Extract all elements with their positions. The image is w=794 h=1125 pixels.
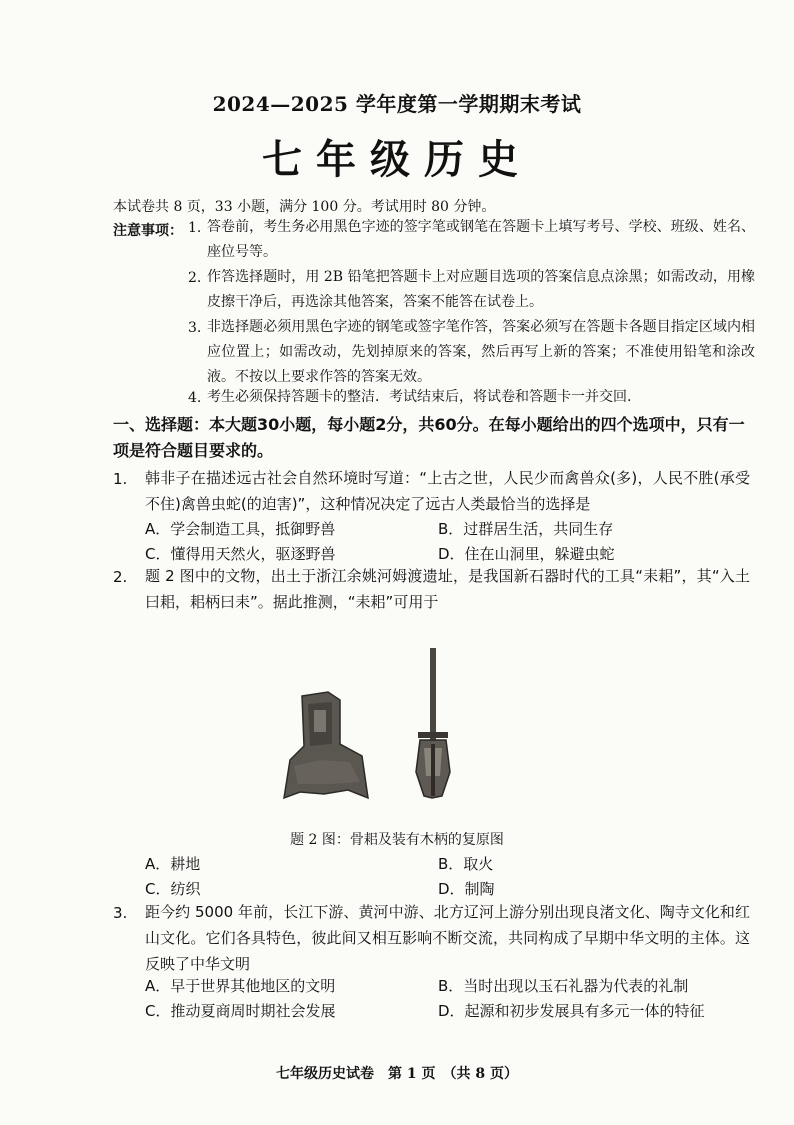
option-a: A．耕地: [145, 855, 201, 873]
note-item: 考生必须保持答题卡的整洁．考试结束后，将试卷和答题卡一并交回.: [207, 389, 632, 405]
option-b: B．过群居生活，共同生存: [438, 520, 614, 538]
exam-title: 七年级历史: [262, 136, 532, 183]
exam-intro: 本试卷共 8 页，33 小题，满分 100 分。考试用时 80 分钟。: [113, 199, 496, 215]
option-b: B．取火: [438, 855, 494, 873]
page-footer: 七年级历史试卷 第 1 页 （共 8 页）: [276, 1066, 518, 1082]
bone-si-image: [284, 692, 368, 798]
note-item: 答卷前，考生务必用黑色字迹的签字笔或钢笔在答题卡上填写考号、学校、班级、姓名、座位号等。: [207, 219, 755, 260]
note-number: 4.: [188, 390, 202, 406]
option-d: D．起源和初步发展具有多元一体的特征: [438, 1002, 705, 1020]
option-a: A．学会制造工具，抵御野兽: [145, 520, 336, 538]
notes-label: 注意事项：: [113, 223, 183, 239]
option-c: C．推动夏商周时期社会发展: [145, 1002, 336, 1020]
note-number: 1.: [188, 220, 202, 236]
note-item: 作答选择题时，用 2B 铅笔把答题卡上对应题目选项的答案信息点涂黑；如需改动，用橡皮擦干净后，再选涂其他答案，答案不能答在试卷上。: [207, 269, 755, 310]
option-c: C．懂得用天然火，驱逐野兽: [145, 545, 336, 563]
option-d: D．制陶: [438, 880, 495, 898]
question-number: 2.: [113, 568, 128, 586]
note-number: 3.: [188, 320, 202, 336]
note-item: 非选择题必须用黑色字迹的钢笔或签字笔作答，答案必须写在答题卡各题目指定区域内相应位置上；如需改动，先划掉原来的答案，然后再写上新的答案；不准使用铅笔和涂改液。不按以上要求作答的答案无效。: [207, 319, 755, 385]
question-number: 3.: [113, 904, 128, 922]
note-number: 2.: [188, 270, 202, 286]
question-number: 1.: [113, 470, 128, 488]
section-heading: 一、选择题：本大题30小题，每小题2分，共60分。在每小题给出的四个选项中，只有一项是符合题目要求的。: [113, 415, 745, 460]
question-text: 韩非子在描述远古社会自然环境时写道：“上古之世，人民少而禽兽众(多)，人民不胜(承受不住)禽兽虫蛇(的迫害)”，这种情况决定了远古人类最恰当的选择是: [145, 469, 750, 513]
option-b: B．当时出现以玉石礼器为代表的礼制: [438, 977, 689, 995]
exam-subtitle: 2024—2025 学年度第一学期期末考试: [212, 92, 582, 116]
question-text: 距今约 5000 年前，长江下游、黄河中游、北方辽河上游分别出现良渚文化、陶寺文化和红山文化。它们各具特色，彼此间又相互影响不断交流，共同构成了早期中华文明的主体。这反映了中华文明: [145, 903, 750, 973]
artifact-figure: [270, 648, 490, 818]
question-text: 题 2 图中的文物，出土于浙江余姚河姆渡遗址，是我国新石器时代的工具“耒耜”，其“入土曰耜，耜柄曰耒”。据此推测，“耒耜”可用于: [145, 567, 750, 611]
option-a: A．早于世界其他地区的文明: [145, 977, 336, 995]
option-d: D．住在山洞里，躲避虫蛇: [438, 545, 615, 563]
reconstruction-image: [416, 648, 450, 798]
option-c: C．纺织: [145, 880, 201, 898]
figure-caption: 题 2 图：骨耜及装有木柄的复原图: [290, 832, 504, 848]
